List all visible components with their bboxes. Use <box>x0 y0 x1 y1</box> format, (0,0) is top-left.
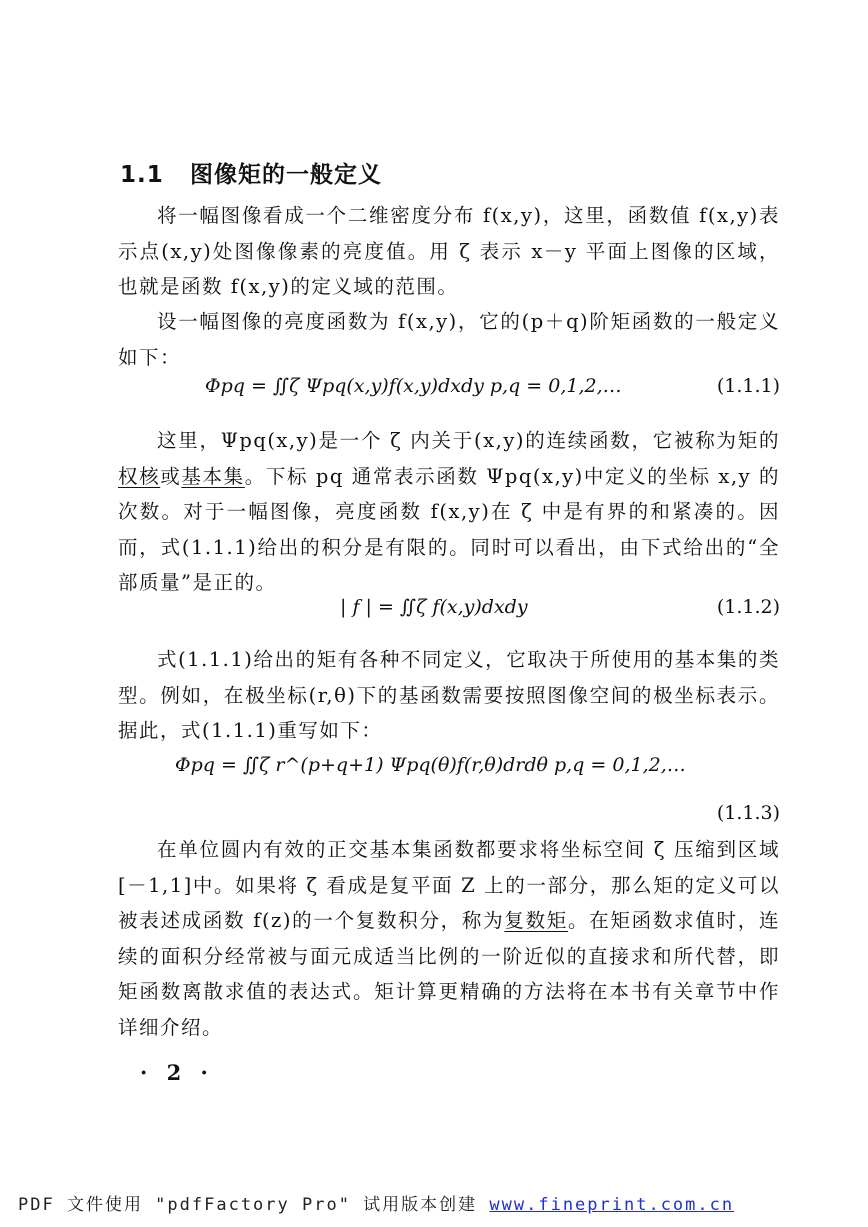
paragraph-5 <box>118 832 780 1045</box>
equation-2 <box>340 596 780 618</box>
term-weight-kernel: 权核 <box>118 464 161 488</box>
paragraph-1: 将一幅图像看成一个二维密度分布 f(x,y)，这里，函数值 f(x,y)表示点(x,y)处图像像素的亮度值。用 ζ 表示 x－y 平面上图像的区域，也就是函数 f(x,y)的定义域的范围。 <box>118 204 780 298</box>
paragraph-3-or: 或 <box>160 464 182 488</box>
equation-3-number: (1.1.3) <box>716 802 780 824</box>
section-number: 1.1 <box>120 162 164 188</box>
equation-1 <box>205 375 780 397</box>
equation-3-formula: Φpq = ∬ζ r^(p+q+1) Ψpq(θ)f(r,θ)drdθ p,q = 0,1,2,… <box>175 754 686 776</box>
equation-3 <box>175 754 780 828</box>
equation-2-formula: | f | = ∬ζ f(x,y)dxdy <box>340 596 528 618</box>
paragraph-2: 设一幅图像的亮度函数为 f(x,y)，它的(p＋q)阶矩函数的一般定义如下： <box>118 310 780 369</box>
paragraph-3-text: 这里，Ψpq(x,y)是一个 ζ 内关于(x,y)的连续函数，它被称为矩的 <box>157 429 780 452</box>
term-basis-set: 基本集 <box>181 464 245 488</box>
section-heading <box>120 156 382 189</box>
term-complex-moment: 复数矩 <box>504 909 569 932</box>
paragraph-5-text: 在单位圆内有效的正交基本集函数都要求将坐标空间 ζ 压缩到区域[－1,1]中。如果将 ζ 看成是复平面 Z 上的一部分，那么矩的定义可以被表述成函数 f(z)的一个复数积分，称为 <box>118 838 780 932</box>
paragraph-4: 式(1.1.1)给出的矩有各种不同定义，它取决于所使用的基本集的类型。例如，在极坐标(r,θ)下的基函数需要按照图像空间的极坐标表示。据此，式(1.1.1)重写如下： <box>118 648 780 742</box>
equation-1-number: (1.1.1) <box>716 375 780 397</box>
footer-link[interactable]: www.fineprint.com.cn <box>489 1195 735 1215</box>
equation-2-number: (1.1.2) <box>716 596 780 618</box>
paragraph-3-rest: 。下标 pq 通常表示函数 Ψpq(x,y)中定义的坐标 x,y 的次数。对于一幅图像，亮度函数 f(x,y)在 ζ 中是有界的和紧凑的。因而，式(1.1.1)给出的积分是有限的。同时可以看出，由下式给出的“全部质量”是正的。 <box>118 464 780 594</box>
paragraph-3 <box>118 423 780 601</box>
section-title: 图像矩的一般定义 <box>190 162 382 188</box>
equation-1-formula: Φpq = ∬ζ Ψpq(x,y)f(x,y)dxdy p,q = 0,1,2,… <box>205 375 622 397</box>
pdf-footer <box>18 1190 734 1215</box>
paragraph-5-rest: 。在矩函数求值时，连续的面积分经常被与面元成适当比例的一阶近似的直接求和所代替，即矩函数离散求值的表达式。矩计算更精确的方法将在本书有关章节中作详细介绍。 <box>118 909 780 1039</box>
page-number: · 2 · <box>140 1060 214 1085</box>
footer-text: PDF 文件使用 "pdfFactory Pro" 试用版本创建 <box>18 1195 490 1215</box>
